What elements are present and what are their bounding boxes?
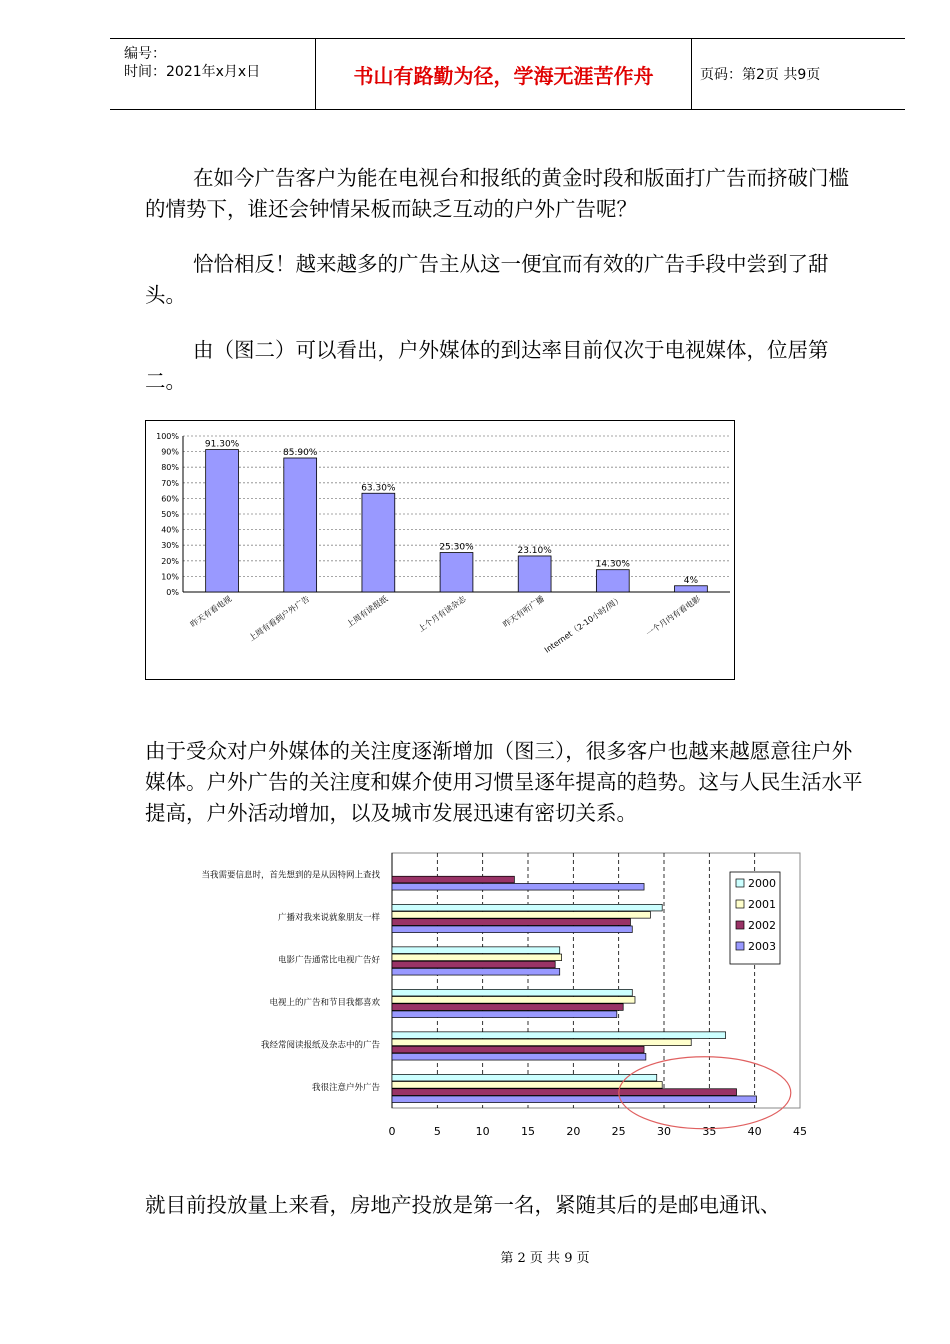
paragraph-4: 由于受众对户外媒体的关注度逐渐增加（图三），很多客户也越来越愿意往户外媒体。户外广告的关注度和媒介使用习惯呈逐年提高的趋势。这与人民生活水平提高，户外活动增加，以及城市发展迅速有密切关系。 [145, 739, 863, 825]
x-tick-label: 昨天有看电视 [188, 594, 234, 630]
data-label: 63.30% [361, 483, 396, 494]
figure-2-reach-chart [145, 420, 735, 684]
category-label: 电视上的广告和节目我都喜欢 [269, 997, 380, 1008]
x-tick-label: 25 [611, 1125, 626, 1138]
x-tick-label: 45 [793, 1125, 807, 1138]
category-label: 广播对我来说就象朋友一样 [277, 912, 380, 923]
category-label: 我很注意户外广告 [311, 1082, 380, 1093]
paragraph-1: 在如今广告客户为能在电视台和报纸的黄金时段和版面打广告而挤破门槛的情势下，谁还会钟情呆板而缺乏互动的户外广告呢？ [145, 166, 849, 221]
x-tick-label: Internet（2-10小时/周） [542, 594, 624, 655]
y-tick-label: 70% [161, 478, 179, 488]
bar [392, 1096, 756, 1103]
bar [518, 556, 551, 592]
bar [392, 1032, 726, 1039]
legend-swatch [736, 921, 744, 929]
data-label: 85.90% [283, 447, 318, 458]
bar [392, 912, 650, 919]
data-label: 4% [683, 575, 699, 586]
bar [392, 904, 662, 911]
category-label: 电影广告通常比电视广告好 [277, 955, 380, 966]
x-tick-label: 35 [702, 1125, 717, 1138]
category-label: 我经常阅读报纸及杂志中的广告 [260, 1040, 380, 1051]
bar [392, 989, 632, 996]
y-tick-label: 30% [161, 541, 179, 551]
header-page-number: 页码：第2页 共9页 [700, 67, 821, 83]
bar [392, 1011, 617, 1018]
data-label: 23.10% [517, 545, 552, 556]
bar [392, 961, 555, 968]
x-tick-label: 一个月内有看电影 [644, 594, 703, 639]
bar [392, 954, 562, 961]
legend-label: 2001 [748, 898, 776, 911]
x-tick-label: 上周有读报纸 [345, 594, 390, 630]
footer-page-number: 第 2 页 共 9 页 [500, 1251, 590, 1266]
bar [392, 1074, 657, 1081]
bar [675, 586, 708, 592]
category-label: 当我需要信息时，首先想到的是从因特网上查找 [201, 870, 380, 881]
x-tick-label: 30 [657, 1125, 671, 1138]
legend-label: 2003 [748, 940, 776, 953]
x-tick-label: 上个月有读杂志 [416, 594, 468, 634]
reach-bar-chart [145, 420, 735, 680]
attention-bar-chart [140, 850, 820, 1150]
page-footer [0, 1247, 950, 1266]
y-tick-label: 0% [166, 588, 179, 597]
header-motto: 书山有路勤为径，学海无涯苦作舟 [315, 39, 692, 109]
paragraph-5: 就目前投放量上来看，房地产投放是第一名，紧随其后的是邮电通讯、 [145, 1193, 781, 1217]
x-tick-label: 昨天有听广播 [501, 594, 546, 630]
bar [392, 1046, 644, 1053]
bar [392, 1053, 646, 1060]
bar [362, 493, 395, 592]
bar [392, 947, 560, 954]
y-tick-label: 60% [161, 494, 179, 504]
y-tick-label: 50% [161, 510, 179, 519]
bar [392, 919, 630, 926]
legend-swatch [736, 879, 744, 887]
y-tick-label: 10% [161, 572, 179, 582]
x-tick-label: 10 [475, 1125, 490, 1138]
y-tick-label: 40% [161, 525, 179, 535]
document-time: 时间：2021年x月x日 [124, 64, 261, 80]
bar [392, 876, 514, 883]
document-number: 编号： [124, 46, 166, 62]
x-tick-label: 40 [747, 1125, 762, 1138]
paragraph-2: 恰恰相反！越来越多的广告主从这一便宜而有效的广告手段中尝到了甜头。 [145, 252, 829, 307]
bar [392, 926, 632, 933]
legend-swatch [736, 942, 744, 950]
bar [284, 458, 317, 592]
bar [392, 1004, 623, 1011]
legend-swatch [736, 900, 744, 908]
legend-label: 2002 [748, 919, 776, 932]
bar [440, 553, 473, 592]
bar [596, 570, 629, 592]
x-tick-label: 0 [388, 1125, 396, 1138]
data-label: 91.30% [204, 439, 240, 450]
x-tick-label: 5 [433, 1125, 441, 1138]
y-tick-label: 20% [161, 556, 179, 566]
x-tick-label: 上周有看到户外广告 [247, 594, 312, 643]
page-header [110, 38, 905, 110]
figure-3-attention-chart [140, 850, 820, 1154]
bar [392, 1039, 691, 1046]
header-meta [110, 39, 315, 109]
bar [392, 968, 560, 975]
data-label: 14.30% [595, 559, 630, 570]
paragraph-3: 由（图二）可以看出，户外媒体的到达率目前仅次于电视媒体，位居第二。 [145, 338, 829, 393]
bar [392, 883, 644, 890]
data-label: 25.30% [439, 542, 474, 553]
bar [206, 450, 239, 592]
bar [392, 1089, 737, 1096]
bar [392, 997, 635, 1004]
x-tick-label: 15 [521, 1125, 535, 1138]
x-tick-label: 20 [566, 1125, 581, 1138]
y-tick-label: 100% [156, 432, 179, 441]
y-tick-label: 90% [161, 447, 179, 457]
legend-label: 2000 [748, 877, 776, 890]
y-tick-label: 80% [161, 463, 179, 473]
